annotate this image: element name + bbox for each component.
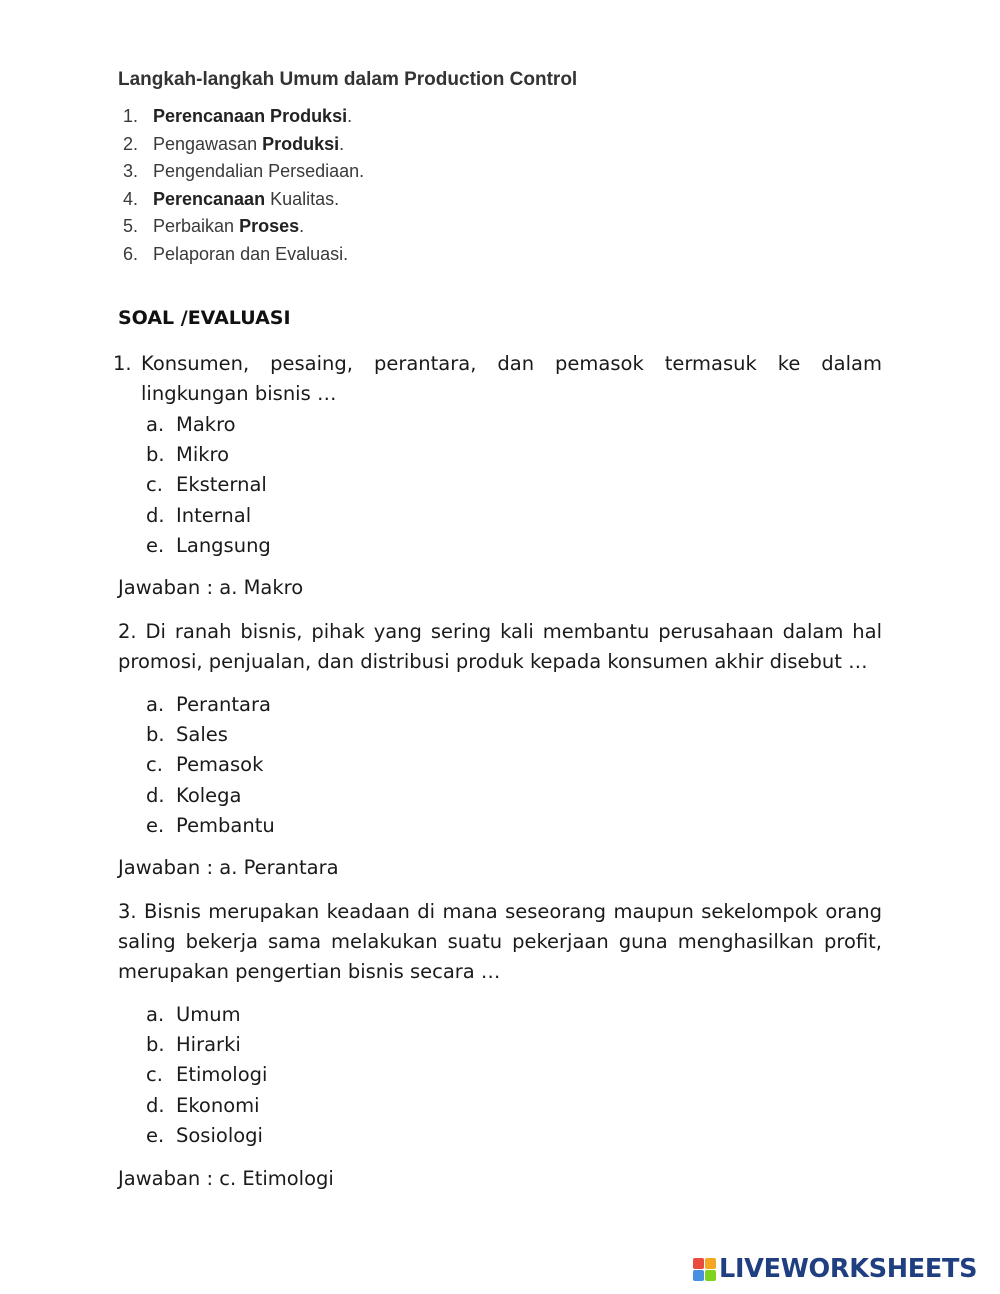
item-number: 1. xyxy=(123,106,139,126)
item-number: 6. xyxy=(123,243,139,264)
brand-name: LIVEWORKSHEETS xyxy=(719,1254,978,1284)
item-text: Perencanaan Kualitas. xyxy=(153,188,340,209)
item-text: Pelaporan dan Evaluasi. xyxy=(153,243,349,264)
item-number: 3. xyxy=(123,161,139,182)
item-text: Pengendalian Persediaan. xyxy=(153,161,365,182)
item-text: Pengawasan Produksi. xyxy=(153,133,345,154)
logo-tile xyxy=(705,1258,716,1269)
question-number: 1. xyxy=(113,352,132,375)
item-text: Perencanaan Produksi. xyxy=(153,106,353,126)
question-3-text: 3. Bisnis merupakan keadaan di mana seseorang maupun sekelompok orang saling bekerja sama melakukan suatu pekerjaan guna menghasilkan profit, merupakan pengertian bisnis secara … xyxy=(118,900,882,983)
item-number: 4. xyxy=(123,188,139,209)
question-2-text: 2. Di ranah bisnis, pihak yang sering kali membantu perusahaan dalam hal promosi, penjualan, dan distribusi produk kepada konsumen akhir disebut … xyxy=(118,620,882,673)
logo-tile xyxy=(705,1270,716,1281)
question-2-answer: Jawaban : a. Perantara xyxy=(118,856,339,879)
question-3-answer: Jawaban : c. Etimologi xyxy=(118,1167,334,1190)
question-1-text: Konsumen, pesaing, perantara, dan pemasok termasuk ke dalam lingkungan bisnis … xyxy=(141,352,882,405)
logo-tile xyxy=(693,1270,704,1281)
steps-heading: Langkah-langkah Umum dalam Production Control xyxy=(118,69,578,90)
item-number: 5. xyxy=(123,216,139,237)
quiz-heading: SOAL /EVALUASI xyxy=(118,307,291,329)
question-1-answer: Jawaban : a. Makro xyxy=(118,576,304,599)
item-text: Perbaikan Proses. xyxy=(153,216,305,237)
logo-tile xyxy=(693,1258,704,1269)
liveworksheets-logo-icon xyxy=(693,1258,717,1282)
item-number: 2. xyxy=(123,133,139,154)
